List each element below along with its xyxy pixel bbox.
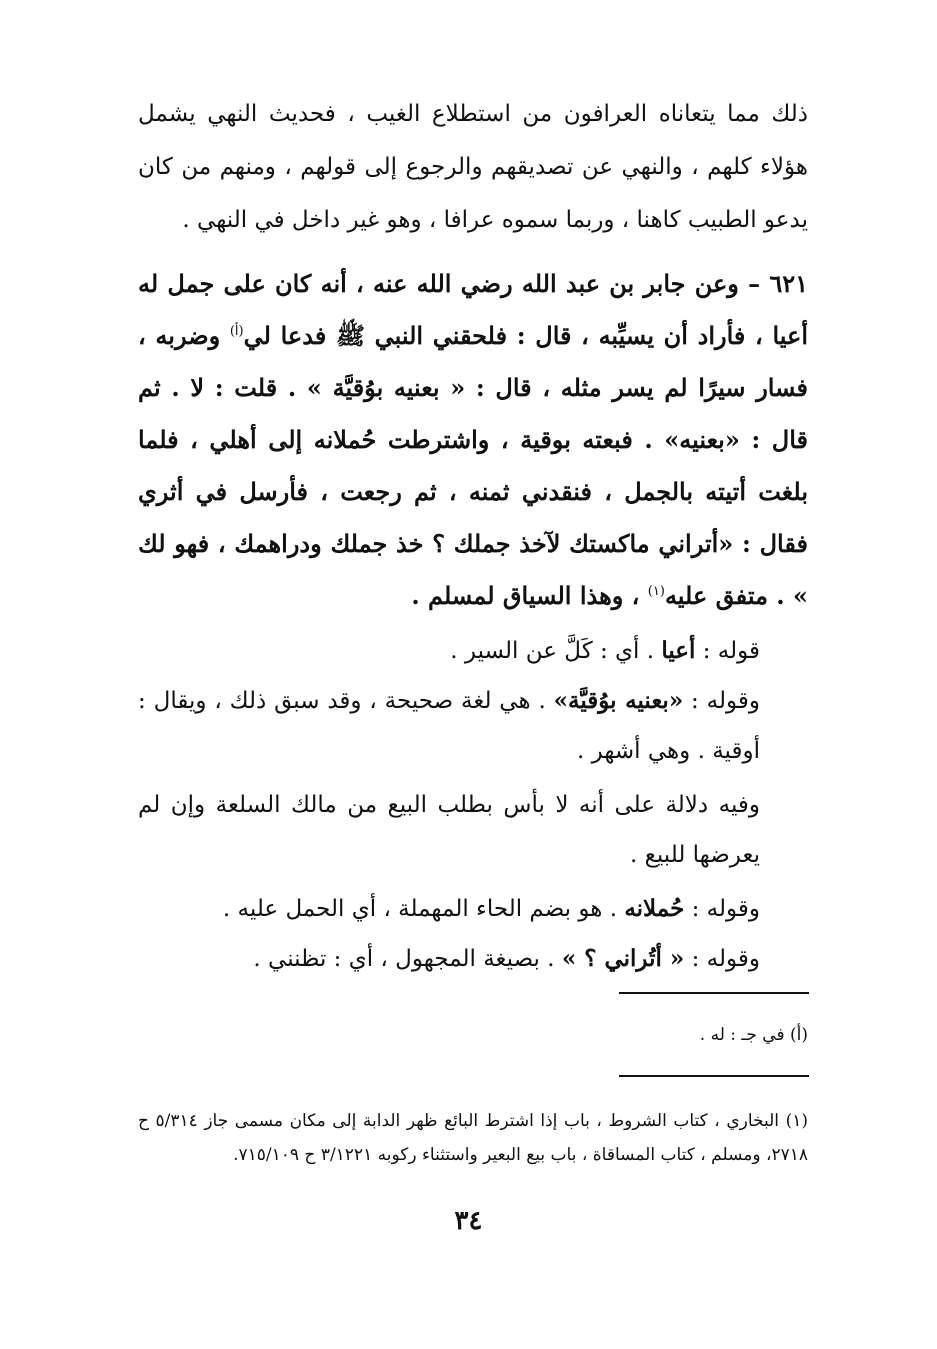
- intro-paragraph: ذلك مما يتعاناه العرافون من استطلاع الغيب ، فحديث النهي يشمل هؤلاء كلهم ، والنهي عن تصديقهم والرجوع إلى قولهم ، ومنهم من كان يدعو الطبيب كاهنا ، وربما سموه عرافا ، وهو غير داخل في النهي .: [138, 101, 808, 233]
- commentary-line-2: [138, 676, 808, 776]
- commentary-lead: وقوله :: [684, 946, 760, 972]
- commentary-lead: وقوله :: [684, 896, 760, 922]
- footnote-divider-top: [619, 992, 809, 994]
- commentary-term: حُملانه: [624, 895, 685, 922]
- commentary-lead: قوله :: [695, 638, 760, 664]
- commentary-term: « أتُراني ؟ »: [561, 945, 685, 972]
- commentary-line-4: [138, 884, 808, 934]
- commentary-line-1: [138, 626, 808, 676]
- page-number: ٣٤: [454, 1206, 483, 1236]
- commentary-lead: وقوله :: [683, 688, 760, 714]
- footnote-divider-bottom: [619, 1075, 809, 1077]
- commentary-term: «بعنيه بوُقيَّة»: [553, 687, 684, 714]
- hadith-text-part-3: ، وهذا السياق لمسلم .: [411, 581, 648, 610]
- footnote-1: (١) البخاري ، كتاب الشروط ، باب إذا اشترط البائع ظهر الدابة إلى مكان مسمى جاز ٥/٣١٤ ح ٢٧١٨، ومسلم ، كتاب المساقاة ، باب بيع البعير واستثناء ركوبه ٣/١٢٢١ ح ٧١٥/١٠٩.: [138, 1111, 808, 1165]
- commentary-rest: . بصيغة المجهول ، أي : تظنني .: [253, 946, 562, 972]
- commentary-line-3: وفيه دلالة على أنه لا بأس بطلب البيع من مالك السلعة وإن لم يعرضها للبيع .: [138, 792, 760, 868]
- commentary-rest: . هو بضم الحاء المهملة ، أي الحمل عليه .: [222, 896, 625, 922]
- commentary-section: [138, 626, 808, 984]
- commentary-rest: . أي : كَلَّ عن السير .: [450, 638, 662, 664]
- commentary-line-5: [138, 934, 808, 984]
- variant-note: (أ) في جـ : له .: [699, 1025, 808, 1045]
- commentary-rest: . هي لغة صحيحة ، وقد سبق ذلك ، ويقال : أوقية . وهي أشهر .: [138, 688, 760, 764]
- hadith-text-part-2: وضربه ، فسار سيرًا لم يسر مثله ، قال : « بعنيه بوُقيَّة » . قلت : لا . ثم قال : «بعنيه» . فبعته بوقية ، واشترطت حُملانه إلى أهلي ، فلما بلغت أتيته بالجمل ، فنقدني ثمنه ، ثم رجعت ، فأرسل في أثري فقال : «أتراني ماكستك لآخذ جملك ؟ خذ جملك ودراهمك ، فهو لك » . متفق عليه: [138, 321, 808, 610]
- hadith-paragraph: [138, 258, 808, 622]
- footnote-marker-1: (١): [647, 584, 665, 599]
- variant-marker-a: (أ): [229, 324, 244, 339]
- commentary-term: أعيا: [661, 637, 696, 664]
- hadith-text-part-1: ٦٢١ – وعن جابر بن عبد الله رضي الله عنه ، أنه كان على جمل له أعيا ، فأراد أن يسيِّبه ، قال : فلحقني النبي ﷺ فدعا لي: [138, 269, 808, 350]
